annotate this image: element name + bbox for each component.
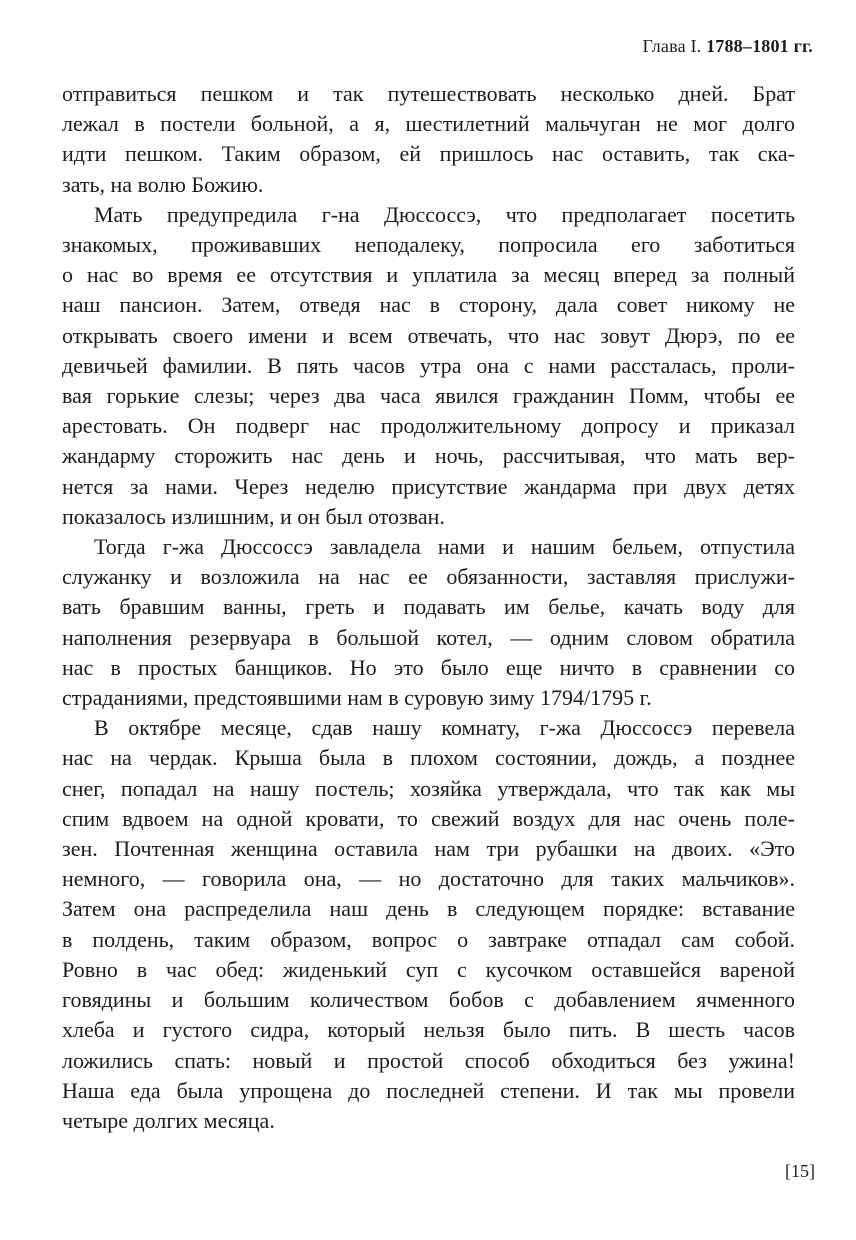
text-line: зен. Почтенная женщина оставила нам три рубашки на двоих. «Это bbox=[62, 836, 795, 862]
text-line: идти пешком. Таким образом, ей пришлось нас оставить, так ска- bbox=[62, 141, 795, 167]
text-line: спим вдвоем на одной кровати, то свежий воздух для нас очень поле- bbox=[62, 805, 795, 831]
paragraph bbox=[62, 713, 795, 1136]
text-line: ложились спать: новый и простой способ обходиться без ужина! bbox=[62, 1047, 795, 1073]
text-line: хлеба и густого сидра, который нельзя было пить. В шесть часов bbox=[62, 1017, 795, 1043]
text-line: Мать предупредила г-на Дюссоссэ, что предполагает посетить bbox=[94, 201, 795, 227]
text-line: нется за нами. Через неделю присутствие жандарма при двух детях bbox=[62, 473, 795, 499]
text-line: в полдень, таким образом, вопрос о завтраке отпадал сам собой. bbox=[62, 926, 795, 952]
text-line: четыре долгих месяца. bbox=[62, 1107, 275, 1133]
chapter-label: Глава I. bbox=[642, 36, 702, 56]
text-line: служанку и возложила на нас ее обязанности, заставляя прислужи- bbox=[62, 564, 795, 590]
text-line: вать бравшим ванны, греть и подавать им белье, качать воду для bbox=[62, 594, 795, 620]
text-line: лежал в постели больной, а я, шестилетний мальчуган не мог долго bbox=[62, 111, 795, 137]
page-text bbox=[62, 79, 795, 1136]
chapter-years: 1788–1801 гг. bbox=[706, 36, 813, 56]
text-line: вая горькие слезы; через два часа явился гражданин Помм, чтобы ее bbox=[62, 383, 795, 409]
text-line: наполнения резервуара в большой котел, — одним словом обратила bbox=[62, 624, 795, 650]
text-line: арестовать. Он подверг нас продолжительному допросу и приказал bbox=[62, 413, 795, 439]
text-line: о нас во время ее отсутствия и уплатила за месяц вперед за полный bbox=[62, 262, 795, 288]
text-line: Затем она распределила наш день в следующем порядке: вставание bbox=[62, 896, 795, 922]
text-line: страданиями, предстоявшими нам в суровую зиму 1794/1795 г. bbox=[62, 685, 652, 711]
text-line: Тогда г-жа Дюссоссэ завладела нами и нашим бельем, отпустила bbox=[94, 534, 795, 560]
paragraph bbox=[62, 79, 795, 200]
text-line: наш пансион. Затем, отведя нас в сторону, дала совет никому не bbox=[62, 292, 795, 318]
paragraph bbox=[62, 532, 795, 713]
text-line: открывать своего имени и всем отвечать, что нас зовут Дюрэ, по ее bbox=[62, 322, 795, 348]
text-line: девичьей фамилии. В пять часов утра она с нами рассталась, проли- bbox=[62, 352, 795, 378]
text-line: отправиться пешком и так путешествовать несколько дней. Брат bbox=[62, 81, 795, 106]
text-line: Ровно в час обед: жиденький суп с кусочком оставшейся вареной bbox=[62, 956, 795, 982]
text-line: зать, на волю Божию. bbox=[62, 171, 264, 197]
running-header bbox=[643, 36, 814, 57]
text-line: нас в простых банщиков. Но это было еще ничто в сравнении со bbox=[62, 654, 795, 680]
text-line: В октябре месяце, сдав нашу комнату, г-жа Дюссоссэ перевела bbox=[94, 715, 795, 741]
page-number: [15] bbox=[785, 1161, 815, 1181]
text-line: снег, попадал на нашу постель; хозяйка утверждала, что так как мы bbox=[62, 775, 795, 801]
text-line: говядины и большим количеством бобов с добавлением ячменного bbox=[62, 987, 795, 1013]
text-line: знакомых, проживавших неподалеку, попросила его заботиться bbox=[62, 232, 795, 258]
text-line: немного, — говорила она, — но достаточно для таких мальчиков». bbox=[62, 866, 795, 892]
text-line: Наша еда была упрощена до последней степени. И так мы провели bbox=[62, 1077, 795, 1103]
text-line: жандарму сторожить нас день и ночь, рассчитывая, что мать вер- bbox=[62, 443, 795, 469]
text-line: показалось излишним, и он был отозван. bbox=[62, 503, 445, 529]
text-line: нас на чердак. Крыша была в плохом состоянии, дождь, а позднее bbox=[62, 745, 795, 771]
paragraph bbox=[62, 200, 795, 532]
